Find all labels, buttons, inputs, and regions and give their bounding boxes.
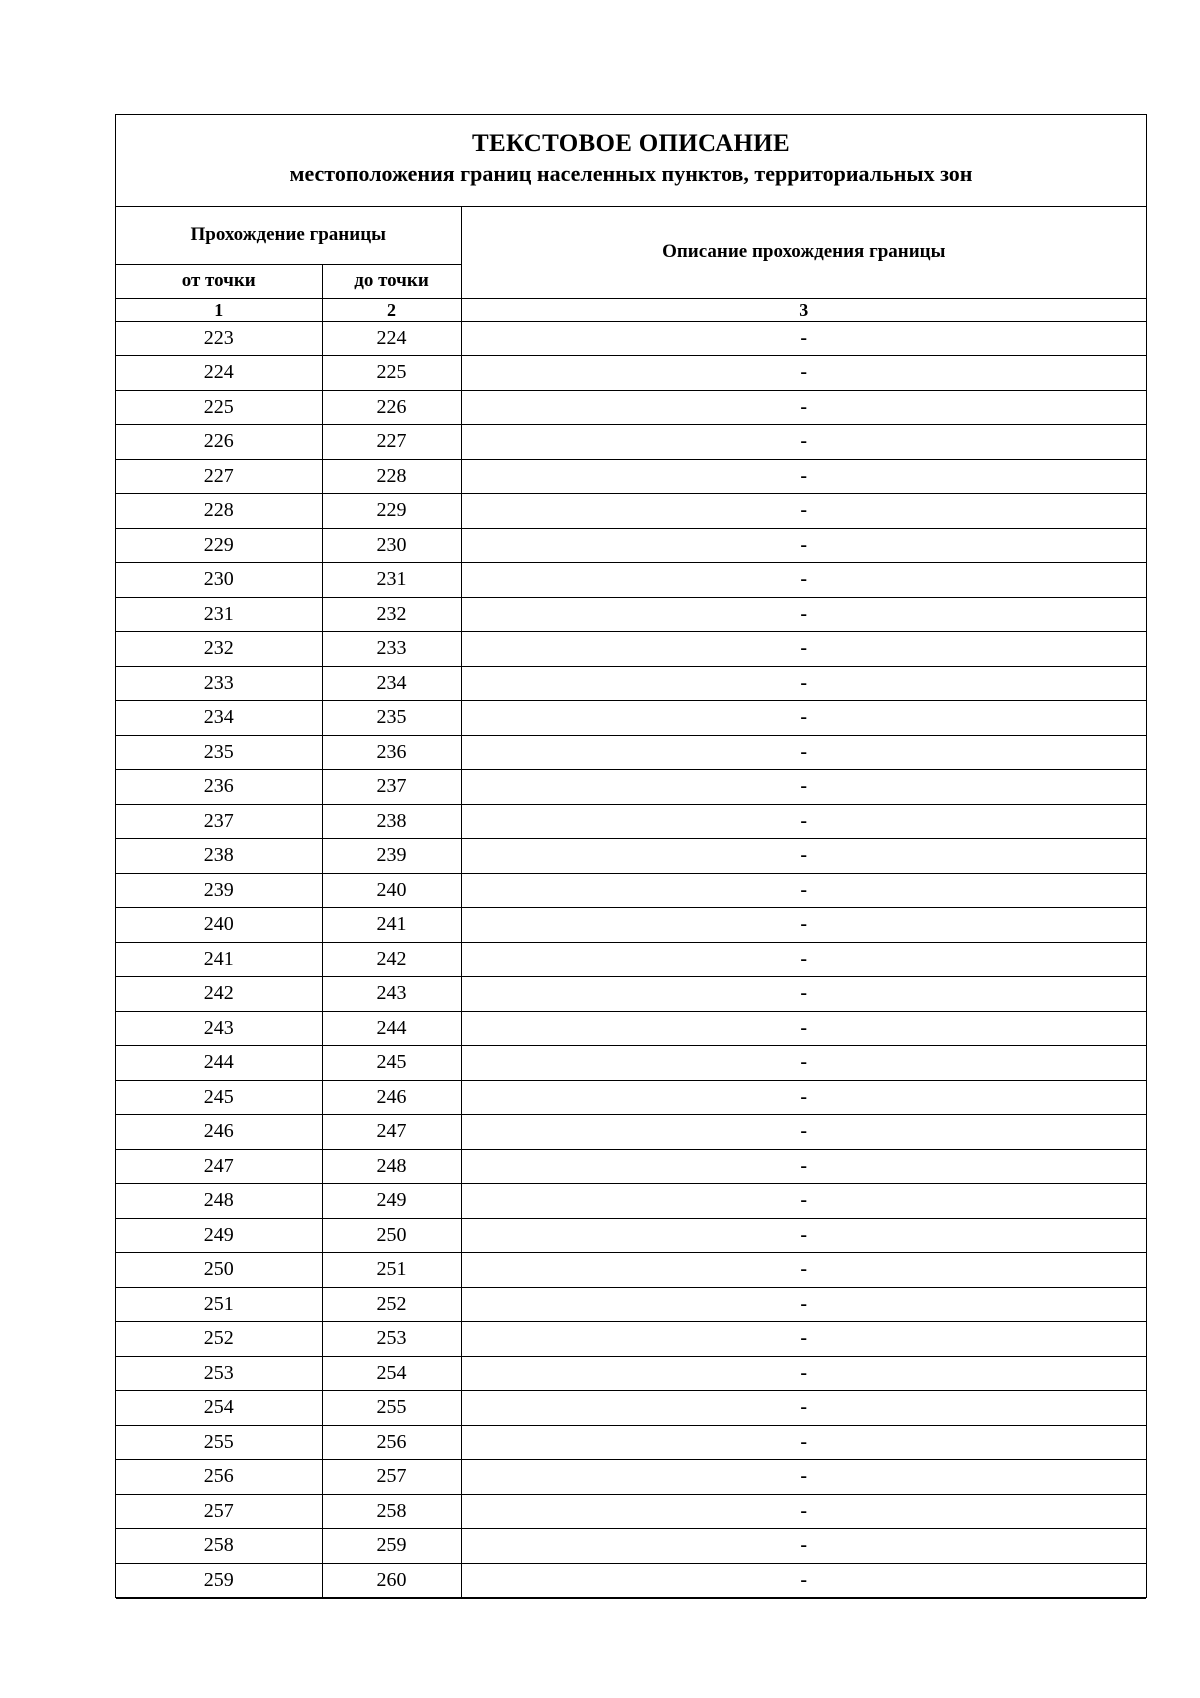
- header-to-point: до точки: [322, 264, 461, 298]
- table-row: [116, 1425, 1146, 1460]
- table-row: [116, 839, 1146, 874]
- to-point-cell: 254: [322, 1356, 461, 1391]
- to-point-cell: 230: [322, 528, 461, 563]
- description-cell: -: [461, 390, 1146, 425]
- from-point-cell: 259: [116, 1563, 322, 1598]
- from-point-cell: 241: [116, 942, 322, 977]
- table-row: [116, 1529, 1146, 1564]
- table-row: [116, 494, 1146, 529]
- to-point-cell: 250: [322, 1218, 461, 1253]
- from-point-cell: 234: [116, 701, 322, 736]
- to-point-cell: 260: [322, 1563, 461, 1598]
- table-row: [116, 1322, 1146, 1357]
- from-point-cell: 243: [116, 1011, 322, 1046]
- description-cell: -: [461, 804, 1146, 839]
- from-point-cell: 258: [116, 1529, 322, 1564]
- to-point-cell: 257: [322, 1460, 461, 1495]
- to-point-cell: 229: [322, 494, 461, 529]
- from-point-cell: 229: [116, 528, 322, 563]
- to-point-cell: 245: [322, 1046, 461, 1081]
- to-point-cell: 234: [322, 666, 461, 701]
- to-point-cell: 249: [322, 1184, 461, 1219]
- table-row: [116, 1287, 1146, 1322]
- table-row: [116, 977, 1146, 1012]
- description-cell: -: [461, 942, 1146, 977]
- description-cell: -: [461, 1425, 1146, 1460]
- description-cell: -: [461, 1356, 1146, 1391]
- description-cell: -: [461, 873, 1146, 908]
- from-point-cell: 231: [116, 597, 322, 632]
- description-cell: -: [461, 1184, 1146, 1219]
- from-point-cell: 250: [116, 1253, 322, 1288]
- table-row: [116, 1356, 1146, 1391]
- to-point-cell: 226: [322, 390, 461, 425]
- description-cell: -: [461, 494, 1146, 529]
- from-point-cell: 224: [116, 356, 322, 391]
- header-passage: Прохождение границы: [116, 207, 461, 264]
- from-point-cell: 255: [116, 1425, 322, 1460]
- from-point-cell: 236: [116, 770, 322, 805]
- table-row: [116, 1011, 1146, 1046]
- table-row: [116, 1115, 1146, 1150]
- to-point-cell: 237: [322, 770, 461, 805]
- description-cell: -: [461, 977, 1146, 1012]
- table-row: [116, 701, 1146, 736]
- from-point-cell: 253: [116, 1356, 322, 1391]
- table-row: [116, 390, 1146, 425]
- table-row: [116, 1184, 1146, 1219]
- description-cell: -: [461, 735, 1146, 770]
- table-row: [116, 908, 1146, 943]
- to-point-cell: 231: [322, 563, 461, 598]
- from-point-cell: 252: [116, 1322, 322, 1357]
- to-point-cell: 228: [322, 459, 461, 494]
- table-bottom-rule: [116, 1598, 1146, 1604]
- description-cell: -: [461, 321, 1146, 356]
- table-row: [116, 1391, 1146, 1426]
- to-point-cell: 241: [322, 908, 461, 943]
- from-point-cell: 246: [116, 1115, 322, 1150]
- description-cell: -: [461, 1529, 1146, 1564]
- description-cell: -: [461, 632, 1146, 667]
- from-point-cell: 228: [116, 494, 322, 529]
- from-point-cell: 247: [116, 1149, 322, 1184]
- to-point-cell: 259: [322, 1529, 461, 1564]
- to-point-cell: 224: [322, 321, 461, 356]
- from-point-cell: 245: [116, 1080, 322, 1115]
- description-cell: -: [461, 1253, 1146, 1288]
- description-cell: -: [461, 356, 1146, 391]
- to-point-cell: 225: [322, 356, 461, 391]
- table-row: [116, 1460, 1146, 1495]
- from-point-cell: 237: [116, 804, 322, 839]
- from-point-cell: 248: [116, 1184, 322, 1219]
- description-cell: -: [461, 839, 1146, 874]
- table-row: [116, 804, 1146, 839]
- to-point-cell: 253: [322, 1322, 461, 1357]
- from-point-cell: 242: [116, 977, 322, 1012]
- header-from-point: от точки: [116, 264, 322, 298]
- table-row: [116, 1494, 1146, 1529]
- from-point-cell: 238: [116, 839, 322, 874]
- boundary-table: [116, 207, 1146, 1598]
- header-description: Описание прохождения границы: [461, 207, 1146, 298]
- description-cell: -: [461, 1287, 1146, 1322]
- document-sheet: [115, 114, 1147, 1598]
- from-point-cell: 233: [116, 666, 322, 701]
- table-row: [116, 425, 1146, 460]
- description-cell: -: [461, 701, 1146, 736]
- from-point-cell: 235: [116, 735, 322, 770]
- description-cell: -: [461, 1460, 1146, 1495]
- description-cell: -: [461, 459, 1146, 494]
- description-cell: -: [461, 1494, 1146, 1529]
- table-row: [116, 1563, 1146, 1598]
- description-cell: -: [461, 1563, 1146, 1598]
- to-point-cell: 248: [322, 1149, 461, 1184]
- description-cell: -: [461, 666, 1146, 701]
- to-point-cell: 246: [322, 1080, 461, 1115]
- table-row: [116, 597, 1146, 632]
- column-number-2: 2: [322, 298, 461, 321]
- from-point-cell: 249: [116, 1218, 322, 1253]
- to-point-cell: 227: [322, 425, 461, 460]
- document-header: [116, 115, 1146, 207]
- from-point-cell: 226: [116, 425, 322, 460]
- table-row: [116, 666, 1146, 701]
- to-point-cell: 235: [322, 701, 461, 736]
- to-point-cell: 242: [322, 942, 461, 977]
- to-point-cell: 247: [322, 1115, 461, 1150]
- to-point-cell: 238: [322, 804, 461, 839]
- from-point-cell: 254: [116, 1391, 322, 1426]
- from-point-cell: 232: [116, 632, 322, 667]
- description-cell: -: [461, 1115, 1146, 1150]
- table-row: [116, 563, 1146, 598]
- document-title: ТЕКСТОВОЕ ОПИСАНИЕ: [472, 130, 790, 157]
- to-point-cell: 258: [322, 1494, 461, 1529]
- table-row: [116, 1253, 1146, 1288]
- from-point-cell: 256: [116, 1460, 322, 1495]
- description-cell: -: [461, 563, 1146, 598]
- description-cell: -: [461, 1149, 1146, 1184]
- table-row: [116, 459, 1146, 494]
- description-cell: -: [461, 1011, 1146, 1046]
- description-cell: -: [461, 528, 1146, 563]
- from-point-cell: 230: [116, 563, 322, 598]
- description-cell: -: [461, 1322, 1146, 1357]
- description-cell: -: [461, 770, 1146, 805]
- from-point-cell: 257: [116, 1494, 322, 1529]
- from-point-cell: 225: [116, 390, 322, 425]
- to-point-cell: 252: [322, 1287, 461, 1322]
- to-point-cell: 239: [322, 839, 461, 874]
- table-row: [116, 1080, 1146, 1115]
- description-cell: -: [461, 597, 1146, 632]
- to-point-cell: 240: [322, 873, 461, 908]
- table-row: [116, 1046, 1146, 1081]
- to-point-cell: 233: [322, 632, 461, 667]
- from-point-cell: 223: [116, 321, 322, 356]
- to-point-cell: 255: [322, 1391, 461, 1426]
- description-cell: -: [461, 1080, 1146, 1115]
- to-point-cell: 256: [322, 1425, 461, 1460]
- to-point-cell: 236: [322, 735, 461, 770]
- column-number-row: [116, 298, 1146, 321]
- description-cell: -: [461, 1218, 1146, 1253]
- to-point-cell: 232: [322, 597, 461, 632]
- table-row: [116, 321, 1146, 356]
- description-cell: -: [461, 1391, 1146, 1426]
- from-point-cell: 244: [116, 1046, 322, 1081]
- description-cell: -: [461, 1046, 1146, 1081]
- column-number-3: 3: [461, 298, 1146, 321]
- from-point-cell: 251: [116, 1287, 322, 1322]
- table-row: [116, 770, 1146, 805]
- table-row: [116, 873, 1146, 908]
- table-row: [116, 356, 1146, 391]
- description-cell: -: [461, 425, 1146, 460]
- table-row: [116, 632, 1146, 667]
- to-point-cell: 251: [322, 1253, 461, 1288]
- table-row: [116, 1149, 1146, 1184]
- document-subtitle: местоположения границ населенных пунктов, территориальных зон: [289, 161, 973, 186]
- table-row: [116, 942, 1146, 977]
- to-point-cell: 243: [322, 977, 461, 1012]
- from-point-cell: 239: [116, 873, 322, 908]
- description-cell: -: [461, 908, 1146, 943]
- table-row: [116, 528, 1146, 563]
- to-point-cell: 244: [322, 1011, 461, 1046]
- table-row: [116, 1218, 1146, 1253]
- from-point-cell: 227: [116, 459, 322, 494]
- column-number-1: 1: [116, 298, 322, 321]
- table-row: [116, 735, 1146, 770]
- from-point-cell: 240: [116, 908, 322, 943]
